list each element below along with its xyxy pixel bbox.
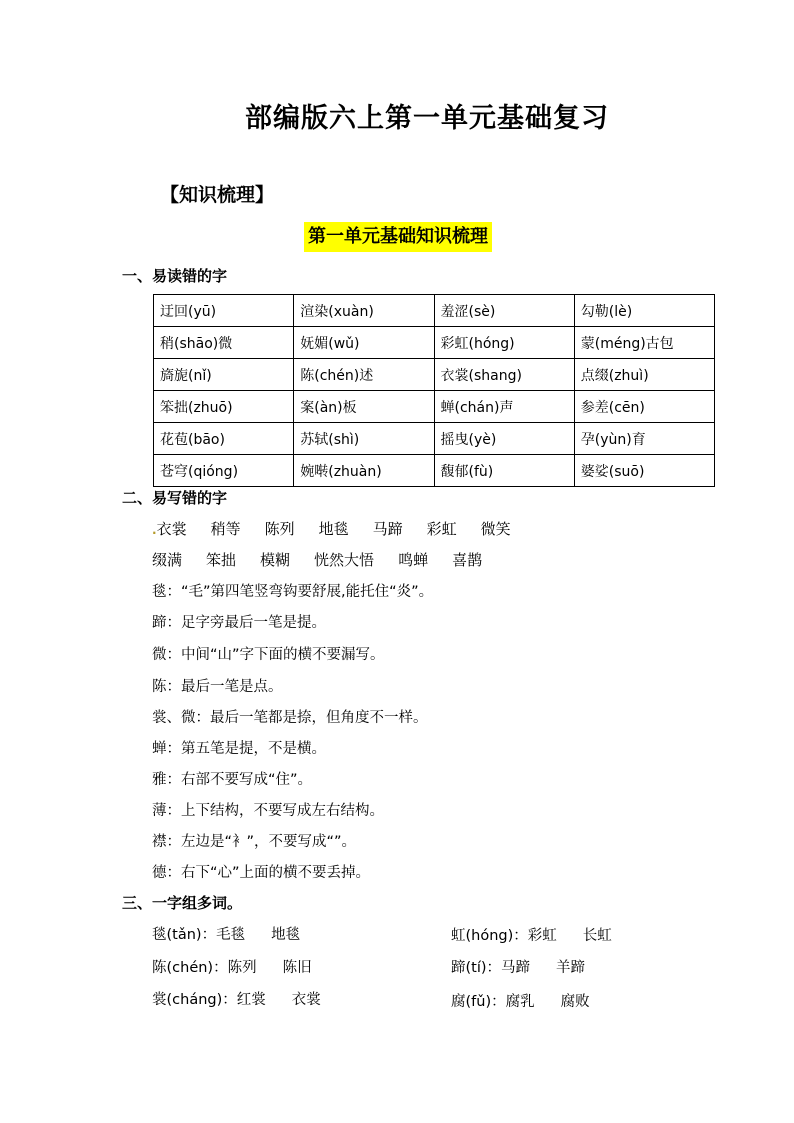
group-char: 虹(hóng)： [451, 928, 528, 944]
table-cell: 婉啭(zhuàn) [294, 455, 434, 487]
table-cell: 陈(chén)述 [294, 359, 434, 391]
word-item: 鸣蝉 [398, 551, 429, 569]
group-word: 地毯 [271, 927, 301, 943]
group-word: 长虹 [582, 928, 612, 944]
word-item: 马蹄 [372, 520, 403, 538]
writing-note: 蝉：第五笔是提，不是横。 [152, 741, 326, 757]
word-item: 笨拙 [206, 551, 237, 569]
group-char: 裳(cháng)： [152, 992, 237, 1008]
table-cell: 渲染(xuàn) [294, 295, 434, 327]
word-group [451, 990, 590, 1011]
writing-note: 襟：左边是“衤”，不要写成“”。 [152, 834, 357, 850]
table-cell: 婆娑(suō) [574, 455, 714, 487]
word-group [451, 956, 585, 977]
knowledge-section-title: 【知识梳理】 [160, 184, 275, 206]
group-word: 彩虹 [527, 928, 557, 944]
table-row [154, 455, 715, 487]
word-item: 彩虹 [426, 520, 457, 538]
table-cell: 妩媚(wǔ) [294, 327, 434, 359]
word-group [451, 924, 612, 945]
unit-banner: 第一单元基础知识梳理 [304, 222, 492, 252]
group-word: 腐乳 [505, 994, 535, 1010]
word-item: 微笑 [480, 520, 511, 538]
words-line-2 [152, 549, 506, 570]
writing-note: 裳、微：最后一笔都是捺，但角度不一样。 [152, 710, 428, 726]
section1-heading: 一、易读错的字 [122, 267, 228, 285]
bullet-dot: . [152, 523, 157, 537]
table-cell: 勾勒(lè) [574, 295, 714, 327]
group-word: 羊蹄 [556, 960, 586, 976]
table-cell: 馥郁(fù) [434, 455, 574, 487]
word-item: 地毯 [318, 520, 349, 538]
section3-heading: 三、一字组多词。 [122, 894, 243, 912]
table-cell: 苍穹(qióng) [154, 455, 294, 487]
word-group [152, 923, 300, 944]
word-item: 恍然大悟 [314, 551, 375, 569]
group-word: 陈旧 [282, 960, 312, 976]
table-cell: 旖旎(nǐ) [154, 359, 294, 391]
table-cell: 羞涩(sè) [434, 295, 574, 327]
table-row [154, 359, 715, 391]
table-cell: 花苞(bāo) [154, 423, 294, 455]
word-item: 陈列 [264, 520, 295, 538]
pronunciation-table [153, 294, 715, 487]
writing-note: 雅：右部不要写成“住”。 [152, 772, 313, 788]
word-item: 模糊 [260, 551, 291, 569]
table-cell: 迂回(yū) [154, 295, 294, 327]
table-cell: 笨拙(zhuō) [154, 391, 294, 423]
word-group [152, 988, 321, 1009]
table-cell: 孕(yùn)育 [574, 423, 714, 455]
section2-heading: 二、易写错的字 [122, 489, 228, 507]
word-item: 稍等 [210, 520, 241, 538]
table-cell: 参差(cēn) [574, 391, 714, 423]
group-word: 毛毯 [216, 927, 246, 943]
table-cell: 案(àn)板 [294, 391, 434, 423]
word-group [152, 956, 312, 977]
table-cell: 蒙(méng)古包 [574, 327, 714, 359]
word-item: 喜鹊 [452, 551, 483, 569]
writing-note: 薄：上下结构，不要写成左右结构。 [152, 803, 384, 819]
group-char: 陈(chén)： [152, 960, 228, 976]
word-item: 衣裳 [156, 520, 187, 538]
writing-note: 毯：“毛”第四笔竖弯钩要舒展,能托住“炎”。 [152, 584, 434, 600]
group-word: 马蹄 [501, 960, 531, 976]
writing-note: 陈：最后一笔是点。 [152, 679, 283, 695]
table-cell: 稍(shāo)微 [154, 327, 294, 359]
table-cell: 彩虹(hóng) [434, 327, 574, 359]
table-cell: 点缀(zhuì) [574, 359, 714, 391]
group-word: 红裳 [236, 992, 266, 1008]
table-row [154, 391, 715, 423]
group-word: 衣裳 [291, 992, 321, 1008]
words-line-1 [152, 518, 535, 539]
table-row [154, 295, 715, 327]
group-word: 腐败 [560, 994, 590, 1010]
group-word: 陈列 [227, 960, 257, 976]
table-cell: 摇曳(yè) [434, 423, 574, 455]
writing-note: 微：中间“山”字下面的横不要漏写。 [152, 647, 385, 663]
group-char: 腐(fǔ)： [451, 994, 506, 1010]
group-char: 蹄(tí)： [451, 960, 502, 976]
table-row [154, 423, 715, 455]
document-title: 部编版六上第一单元基础复习 [245, 103, 609, 134]
table-cell: 苏轼(shì) [294, 423, 434, 455]
writing-note: 蹄：足字旁最后一笔是提。 [152, 615, 326, 631]
table-cell: 蝉(chán)声 [434, 391, 574, 423]
group-char: 毯(tǎn)： [152, 927, 217, 943]
word-item: 缀满 [152, 551, 183, 569]
table-cell: 衣裳(shang) [434, 359, 574, 391]
writing-note: 德：右下“心”上面的横不要丢掉。 [152, 865, 371, 881]
table-row [154, 327, 715, 359]
